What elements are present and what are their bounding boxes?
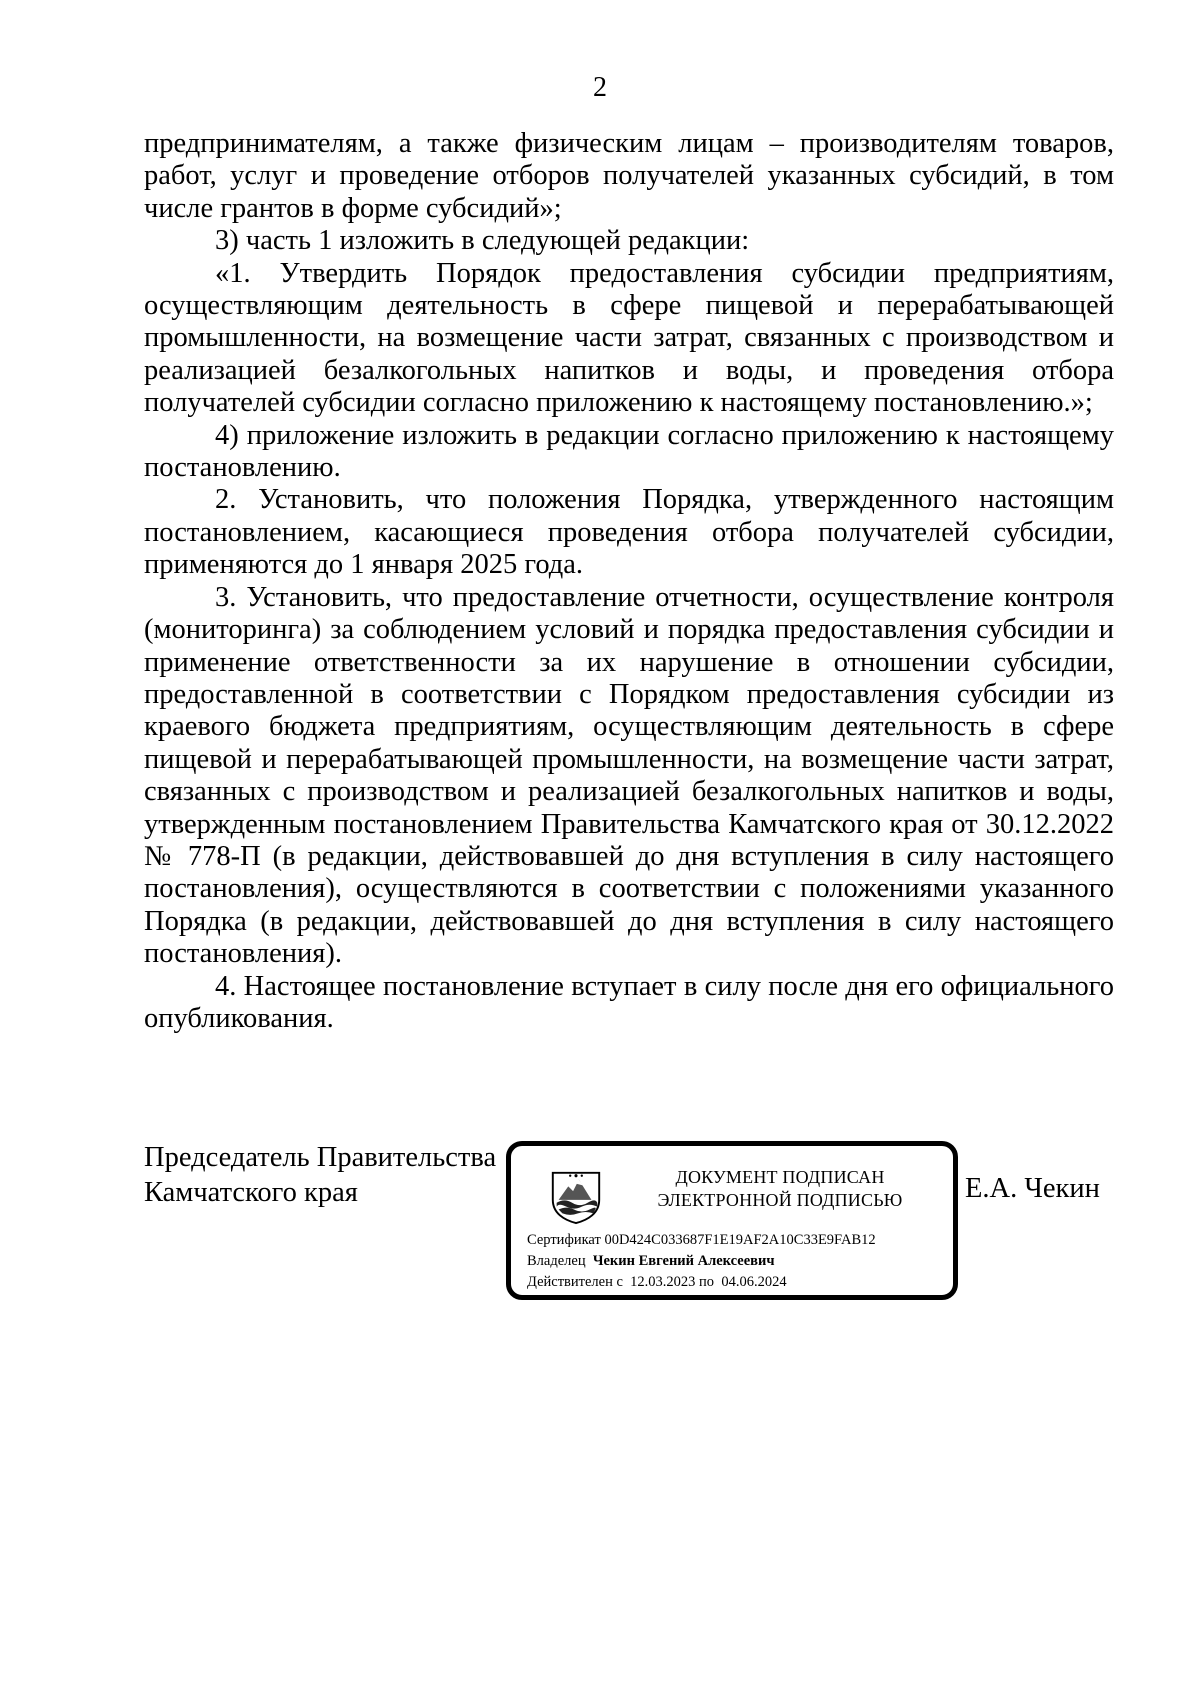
paragraph-clause-2: 2. Установить, что положения Порядка, утвержденного настоящим постановлением, касающиеся проведения отбора получателей субсидии, применяются до 1 января 2025 года. — [144, 484, 1114, 581]
signatory-position — [144, 1140, 496, 1210]
signatory-position-line1: Председатель Правительства — [144, 1142, 497, 1173]
valid-from-date: 12.03.2023 — [630, 1274, 696, 1290]
stamp-owner — [527, 1252, 775, 1270]
valid-from-label: с — [616, 1274, 623, 1290]
electronic-signature-stamp — [506, 1141, 958, 1300]
owner-value: Чекин Евгений Алексеевич — [592, 1253, 775, 1269]
paragraph-item-3: 3) часть 1 изложить в следующей редакции: — [215, 225, 750, 257]
stamp-title-line2: ЭЛЕКТРОННОЙ ПОДПИСЬЮ — [657, 1190, 903, 1210]
paragraph-item-4: 4) приложение изложить в редакции согласно приложению к настоящему постановлению. — [144, 419, 1114, 484]
valid-to-label: по — [699, 1274, 715, 1290]
paragraph-clause-4: 4. Настоящее постановление вступает в силу после дня его официального опубликования. — [144, 970, 1114, 1034]
valid-to-date: 04.06.2024 — [721, 1274, 787, 1290]
signatory-name: Е.А. Чекин — [965, 1173, 1100, 1204]
document-body — [144, 128, 1114, 1035]
owner-label: Владелец — [527, 1253, 586, 1269]
page-number: 2 — [593, 72, 607, 103]
stamp-title-line1: ДОКУМЕНТ ПОДПИСАН — [675, 1167, 885, 1187]
signatory-position-line2: Камчатского края — [144, 1177, 358, 1208]
paragraph-quoted-part-1: «1. Утвердить Порядок предоставления субсидии предприятиям, осуществляющим деятельность в сфере пищевой и перерабатывающей промышленности, на возмещение части затрат, связанных с производством и реализацией безалкогольных напитков и воды, и проведения отбора получателей субсидии согласно приложению к настоящему постановлению.»; — [144, 257, 1114, 419]
paragraph-clause-3: 3. Установить, что предоставление отчетности, осуществление контроля (мониторинга) за соблюдением условий и порядка предоставления субсидии и применение ответственности за их нарушение в отношении субсидии, предоставленной в соответствии с Порядком предоставления субсидии из краевого бюджета предприятиям, осуществляющим деятельность в сфере пищевой и перерабатывающей промышленности, на возмещение части затрат, связанных с производством и реализацией безалкогольных напитков и воды, утвержденным постановлением Правительства Камчатского края от 30.12.2022 № 778-П (в редакции, действовавшей до дня вступления в силу настоящего постановления), осуществляются в соответствии с положениями указанного Порядка (в редакции, действовавшей до дня вступления в силу настоящего постановления). — [144, 581, 1114, 970]
paragraph-continuation: предпринимателям, а также физическим лицам – производителям товаров, работ, услуг и проведение отборов получателей указанных субсидий, в том числе грантов в форме субсидий»; — [144, 128, 1114, 224]
stamp-validity — [527, 1273, 787, 1291]
kamchatka-emblem-icon — [547, 1167, 605, 1225]
valid-label: Действителен — [527, 1274, 613, 1290]
certificate-label: Сертификат — [527, 1232, 601, 1248]
stamp-certificate — [527, 1231, 876, 1249]
stamp-title — [617, 1166, 943, 1212]
certificate-value: 00D424C033687F1E19AF2A10C33E9FAB12 — [604, 1232, 876, 1248]
